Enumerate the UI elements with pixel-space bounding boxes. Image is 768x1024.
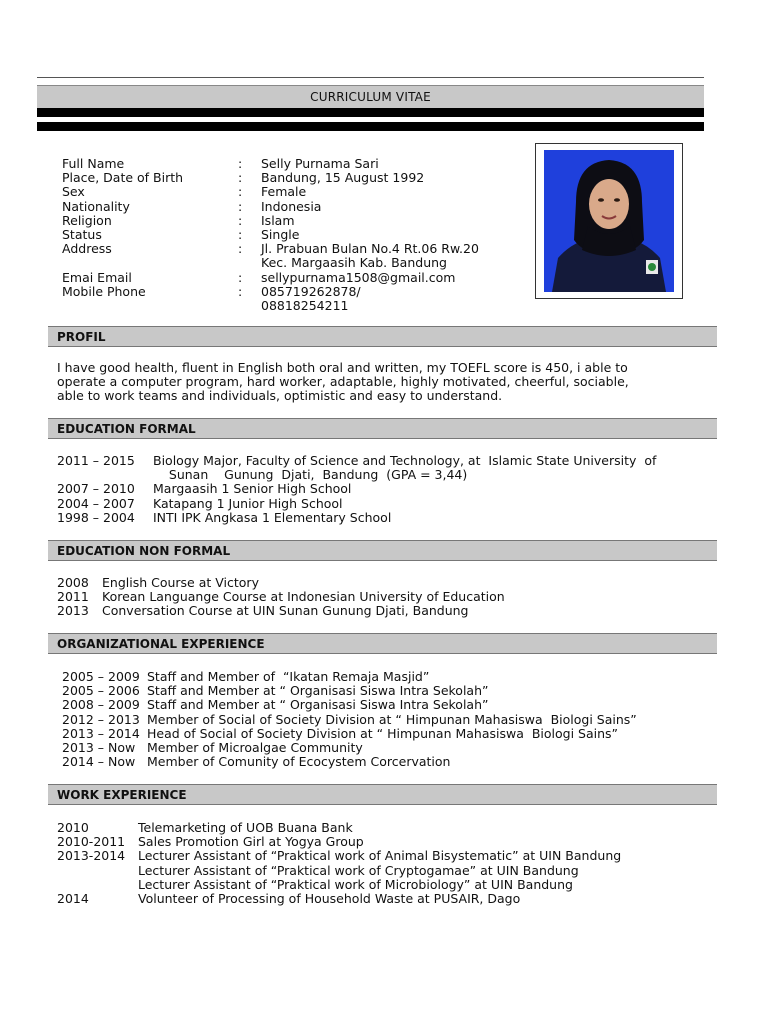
personal-colon: : [238, 283, 243, 299]
organizational-row-year: 2005 – 2006 [62, 683, 140, 699]
work-row-year: 2014 [57, 891, 89, 906]
section-organizational-experience: ORGANIZATIONAL EXPERIENCE [48, 633, 717, 654]
personal-value: 08818254211 [261, 298, 349, 313]
personal-colon: : [238, 227, 243, 242]
work-row-text: Sales Promotion Girl at Yogya Group [138, 834, 364, 850]
education-formal-row-year: 2004 – 2007 [57, 495, 135, 511]
personal-value: Selly Purnama Sari [261, 156, 379, 171]
personal-colon: : [238, 170, 243, 186]
personal-row [62, 200, 532, 214]
work-row-text: Lecturer Assistant of “Praktical work of Microbiology” at UIN Bandung [138, 876, 573, 892]
organizational-row-text: Staff and Member at “ Organisasi Siswa Intra Sekolah” [147, 697, 489, 713]
education-formal-row [57, 454, 712, 468]
organizational-row [62, 727, 712, 741]
profil-line: able to work teams and individuals, optimistic and easy to understand. [57, 388, 503, 403]
personal-value: Female [261, 184, 307, 200]
top-rule [37, 77, 704, 78]
education-formal-row-text: INTI IPK Angkasa 1 Elementary School [153, 509, 392, 525]
personal-row [62, 285, 532, 299]
personal-row [62, 242, 532, 256]
education-formal-row-text: Margaasih 1 Senior High School [153, 481, 352, 497]
education-formal-row-text: Sunan Gunung Djati, Bandung (GPA = 3,44) [153, 467, 468, 483]
work-row-year: 2010 [57, 820, 89, 835]
personal-value: Indonesia [261, 198, 322, 214]
personal-label: Status [62, 227, 102, 242]
work-row-text: Volunteer of Processing of Household Waste at PUSAIR, Dago [138, 891, 521, 906]
header-bar-2 [37, 122, 704, 131]
personal-value: Islam [261, 212, 295, 228]
organizational-row-text: Member of Microalgae Community [147, 740, 363, 755]
personal-colon: : [238, 184, 243, 200]
personal-row [62, 157, 532, 171]
organizational-row-year: 2013 – 2014 [62, 725, 140, 741]
document-title: CURRICULUM VITAE [37, 85, 704, 109]
profil-line: operate a computer program, hard worker, adaptable, highly motivated, cheerful, sociable, [57, 374, 629, 389]
profil-line: I have good health, fluent in English both oral and written, my TOEFL score is 450, i able to [57, 360, 628, 375]
organizational-row-year: 2005 – 2009 [62, 669, 140, 684]
section-profil: PROFIL [48, 326, 717, 347]
personal-label: Full Name [62, 156, 125, 171]
education-non-formal-row-year: 2008 [57, 575, 89, 590]
organizational-row [62, 713, 712, 727]
personal-label: Religion [62, 212, 112, 228]
education-formal-row [57, 511, 712, 525]
organizational-row-year: 2013 – Now [62, 740, 136, 755]
personal-colon: : [238, 156, 243, 171]
personal-label: Mobile Phone [62, 283, 146, 299]
personal-row [62, 171, 532, 185]
personal-label: Emai Email [62, 269, 132, 285]
personal-label: Nationality [62, 198, 130, 214]
personal-colon: : [238, 212, 243, 228]
education-non-formal-row-year: 2011 [57, 589, 89, 605]
organizational-row-text: Member of Social of Society Division at “ Himpunan Mahasiswa Biologi Sains” [147, 711, 637, 727]
work-row-text: Telemarketing of UOB Buana Bank [138, 820, 353, 835]
education-non-formal-row-text: Conversation Course at UIN Sunan Gunung Djati, Bandung [102, 603, 469, 619]
work-row-year: 2010-2011 [57, 834, 126, 850]
organizational-row-text: Head of Social of Society Division at “ Himpunan Mahasiswa Biologi Sains” [147, 725, 619, 741]
education-non-formal-row [57, 576, 712, 590]
organizational-row [62, 698, 712, 712]
work-row [57, 878, 712, 892]
organizational-row [62, 670, 712, 684]
education-formal-row-year: 1998 – 2004 [57, 509, 135, 525]
work-row-year: 2013-2014 [57, 848, 126, 864]
work-row-text: Lecturer Assistant of “Praktical work of Animal Bisystematic” at UIN Bandung [138, 848, 622, 864]
organizational-row-text: Staff and Member at “ Organisasi Siswa Intra Sekolah” [147, 683, 489, 699]
personal-colon: : [238, 269, 243, 285]
education-non-formal-row-text: Korean Languange Course at Indonesian University of Education [102, 589, 505, 605]
organizational-row [62, 741, 712, 755]
education-non-formal-row-text: English Course at Victory [102, 575, 259, 590]
work-row [57, 849, 712, 863]
education-non-formal-row [57, 604, 712, 618]
personal-value: 085719262878/ [261, 283, 361, 299]
organizational-row-text: Staff and Member of “Ikatan Remaja Masjid” [147, 669, 430, 684]
personal-value: sellypurnama1508@gmail.com [261, 269, 456, 285]
personal-label: Sex [62, 184, 85, 200]
education-formal-row-text: Biology Major, Faculty of Science and Technology, at Islamic State University of [153, 453, 657, 468]
personal-colon: : [238, 241, 243, 257]
personal-row [62, 256, 532, 270]
personal-row [62, 299, 532, 313]
organizational-row-text: Member of Comunity of Ecocystem Corcervation [147, 754, 451, 770]
work-row-text: Lecturer Assistant of “Praktical work of Cryptogamae” at UIN Bandung [138, 862, 579, 878]
personal-row [62, 228, 532, 242]
portrait-image [544, 150, 674, 292]
education-formal-row-year: 2011 – 2015 [57, 453, 135, 468]
education-non-formal-row [57, 590, 712, 604]
organizational-row-year: 2008 – 2009 [62, 697, 140, 713]
education-formal-row-year: 2007 – 2010 [57, 481, 135, 497]
personal-label: Place, Date of Birth [62, 170, 184, 186]
work-row [57, 892, 712, 906]
education-formal-row [57, 497, 712, 511]
organizational-row [62, 755, 712, 769]
organizational-row-year: 2014 – Now [62, 754, 136, 770]
section-education-non-formal: EDUCATION NON FORMAL [48, 540, 717, 561]
personal-colon: : [238, 198, 243, 214]
education-formal-row [57, 468, 712, 482]
personal-value: Kec. Margaasih Kab. Bandung [261, 255, 447, 271]
personal-row [62, 214, 532, 228]
profile-photo [535, 143, 683, 299]
organizational-row-year: 2012 – 2013 [62, 711, 140, 727]
work-row [57, 835, 712, 849]
organizational-row [62, 684, 712, 698]
education-formal-row [57, 482, 712, 496]
personal-value: Single [261, 227, 300, 242]
section-work-experience: WORK EXPERIENCE [48, 784, 717, 805]
profil-text [57, 361, 712, 403]
personal-row [62, 271, 532, 285]
education-non-formal-row-year: 2013 [57, 603, 89, 619]
personal-label: Address [62, 241, 112, 257]
personal-value: Bandung, 15 August 1992 [261, 170, 425, 186]
education-formal-row-text: Katapang 1 Junior High School [153, 495, 343, 511]
header-bar-1 [37, 108, 704, 117]
personal-row [62, 185, 532, 199]
work-row [57, 821, 712, 835]
work-row [57, 864, 712, 878]
personal-value: Jl. Prabuan Bulan No.4 Rt.06 Rw.20 [261, 241, 479, 257]
section-education-formal: EDUCATION FORMAL [48, 418, 717, 439]
